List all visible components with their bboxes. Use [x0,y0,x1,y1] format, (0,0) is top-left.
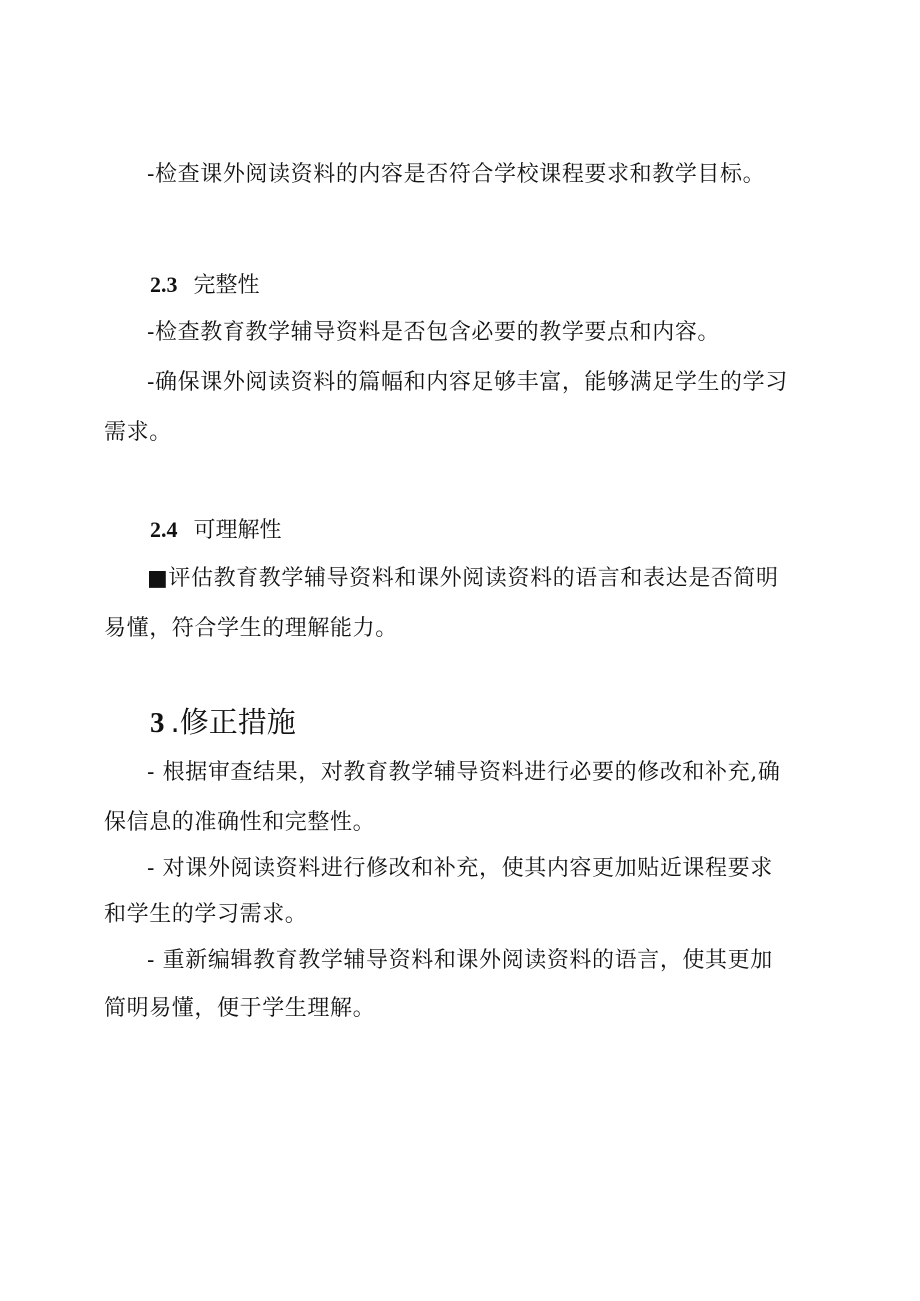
paragraph-line: - 根据审查结果，对教育教学辅导资料进行必要的修改和补充,确 [147,760,781,785]
paragraph-line: -检查课外阅读资料的内容是否符合学校课程要求和教学目标。 [147,162,766,187]
paragraph-line: 易懂，符合学生的理解能力。 [104,616,398,641]
paragraph-line: ■评估教育教学辅导资料和课外阅读资料的语言和表达是否简明 [147,566,779,591]
section-heading-2-3 [150,270,260,301]
paragraph-line: -检查教育教学辅导资料是否包含必要的教学要点和内容。 [147,320,721,345]
paragraph-line: 和学生的学习需求。 [104,902,308,927]
section-title: .修正措施 [170,705,296,739]
section-title: 可理解性 [193,518,282,543]
section-number: 3 [150,707,165,739]
section-heading-2-4 [150,515,282,546]
paragraph-line: 需求。 [104,420,172,445]
section-number: 2.3 [150,272,178,297]
section-heading-3 [150,704,296,741]
paragraph-line: -确保课外阅读资料的篇幅和内容足够丰富，能够满足学生的学习 [147,370,788,395]
paragraph-line: 简明易懂，便于学生理解。 [104,996,376,1021]
section-number: 2.4 [150,517,178,542]
paragraph-line: 保信息的准确性和完整性。 [104,810,376,835]
paragraph-line: - 对课外阅读资料进行修改和补充，使其内容更加贴近课程要求 [147,856,773,881]
section-title: 完整性 [193,273,260,298]
paragraph-line: - 重新编辑教育教学辅导资料和课外阅读资料的语言，使其更加 [147,948,773,973]
